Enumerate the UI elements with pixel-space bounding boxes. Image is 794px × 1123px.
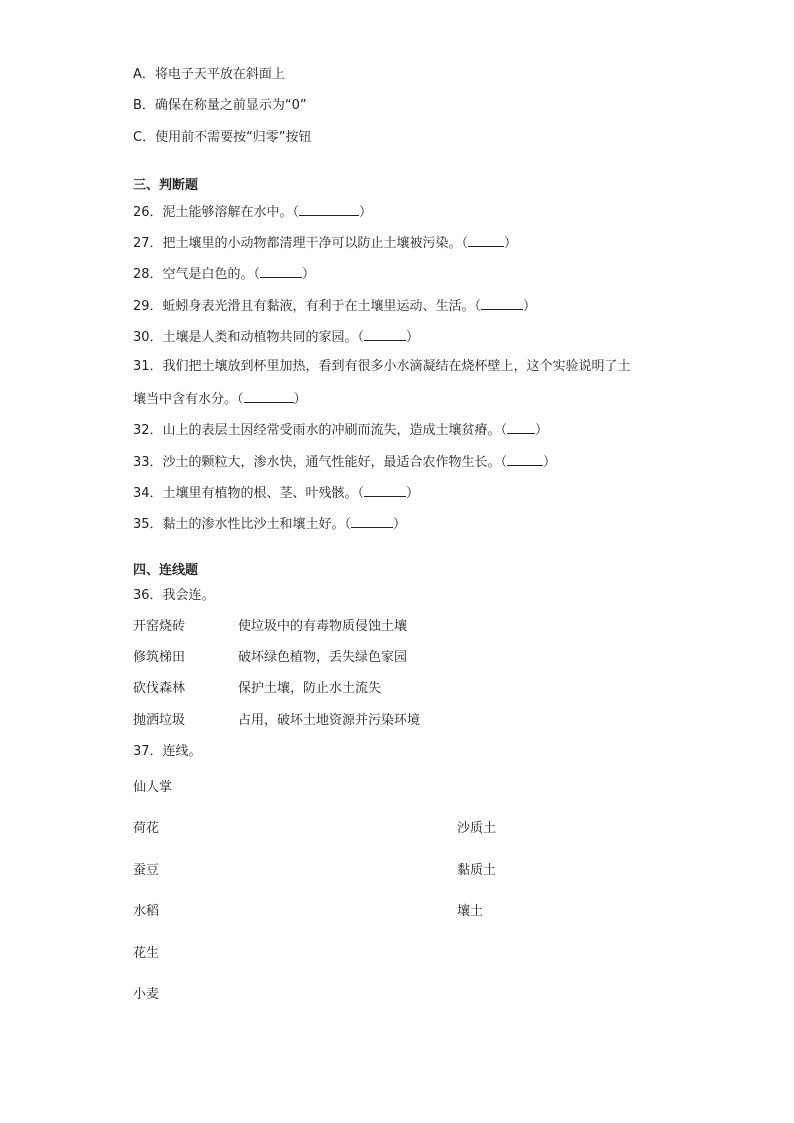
question-28	[133, 264, 315, 284]
option-b: B．确保在称量之前显示为“0”	[133, 98, 307, 113]
soil-item[interactable]: 黏质土	[457, 863, 497, 878]
matching-left-item[interactable]: 砍伐森林	[133, 681, 186, 696]
matching-left-item[interactable]: 修筑梯田	[133, 650, 186, 665]
question-close: ）	[523, 299, 537, 314]
plant-item[interactable]: 荷花	[133, 821, 160, 836]
question-text: 28．空气是白色的。（	[133, 267, 261, 282]
question-text: 27．把土壤里的小动物都清理干净可以防止土壤被污染。（	[133, 236, 469, 251]
matching-left-item[interactable]: 开窑烧砖	[133, 619, 186, 634]
question-26	[133, 202, 372, 222]
answer-blank[interactable]	[299, 202, 359, 216]
plant-item[interactable]: 仙人掌	[133, 780, 173, 795]
question-close: ）	[504, 236, 518, 251]
plant-item[interactable]: 水稻	[133, 904, 160, 919]
soil-item[interactable]: 沙质土	[457, 821, 497, 836]
question-close: ）	[293, 392, 307, 407]
answer-blank[interactable]	[468, 233, 504, 247]
option-c: C．使用前不需要按“归零”按钮	[133, 130, 312, 145]
matching-right-item[interactable]: 保护土壤，防止水土流失	[238, 681, 382, 696]
option-a: A．将电子天平放在斜面上	[133, 67, 285, 82]
question-27	[133, 233, 517, 253]
question-29	[133, 296, 536, 316]
question-30	[133, 327, 419, 347]
question-close: ）	[406, 486, 420, 501]
question-close: ）	[406, 330, 420, 345]
question-text: 32．山上的表层土因经常受雨水的冲刷而流失，造成土壤贫瘠。（	[133, 423, 508, 438]
question-34	[133, 483, 419, 503]
answer-blank[interactable]	[364, 483, 406, 497]
section-3-title: 三、判断题	[133, 178, 199, 193]
question-close: ）	[543, 455, 557, 470]
question-close: ）	[393, 517, 407, 532]
question-33	[133, 452, 556, 472]
question-32	[133, 420, 548, 440]
question-text: 33．沙土的颗粒大，渗水快，通气性能好，最适合农作物生长。（	[133, 455, 508, 470]
question-text: 34．土壤里有植物的根、茎、叶残骸。（	[133, 486, 365, 501]
answer-blank[interactable]	[507, 420, 535, 434]
question-close: ）	[535, 423, 549, 438]
section-4-title: 四、连线题	[133, 563, 199, 578]
question-37-label: 37．连线。	[133, 744, 202, 759]
answer-blank[interactable]	[481, 296, 523, 310]
answer-blank[interactable]	[351, 514, 393, 528]
matching-right-item[interactable]: 使垃圾中的有毒物质侵蚀土壤	[238, 619, 408, 634]
answer-blank[interactable]	[244, 389, 294, 403]
question-text: 26．泥土能够溶解在水中。（	[133, 205, 300, 220]
matching-left-item[interactable]: 抛洒垃圾	[133, 713, 186, 728]
plant-item[interactable]: 花生	[133, 946, 160, 961]
question-31-line-1	[133, 358, 631, 376]
question-text: 30．土壤是人类和动植物共同的家园。（	[133, 330, 365, 345]
answer-blank[interactable]	[507, 452, 543, 466]
question-text: 35．黏土的渗水性比沙土和壤土好。（	[133, 517, 352, 532]
answer-blank[interactable]	[364, 327, 406, 341]
plant-item[interactable]: 蚕豆	[133, 863, 160, 878]
matching-right-item[interactable]: 破坏绿色植物，丢失绿色家园	[238, 650, 408, 665]
question-35	[133, 514, 406, 534]
matching-right-item[interactable]: 占用，破坏土地资源并污染环境	[238, 713, 421, 728]
soil-item[interactable]: 壤土	[457, 904, 484, 919]
question-31-line-2	[133, 389, 307, 409]
question-36-label: 36．我会连。	[133, 588, 215, 603]
question-text: 31．我们把土壤放到杯里加热，看到有很多小水滴凝结在烧杯壁上，这个实验说明了土	[133, 359, 631, 374]
question-close: ）	[359, 205, 373, 220]
question-text: 壤当中含有水分。（	[133, 392, 244, 407]
question-text: 29．蚯蚓身表光滑且有黏液，有利于在土壤里运动、生活。（	[133, 299, 482, 314]
plant-item[interactable]: 小麦	[133, 987, 160, 1002]
question-close: ）	[302, 267, 316, 282]
answer-blank[interactable]	[260, 264, 302, 278]
